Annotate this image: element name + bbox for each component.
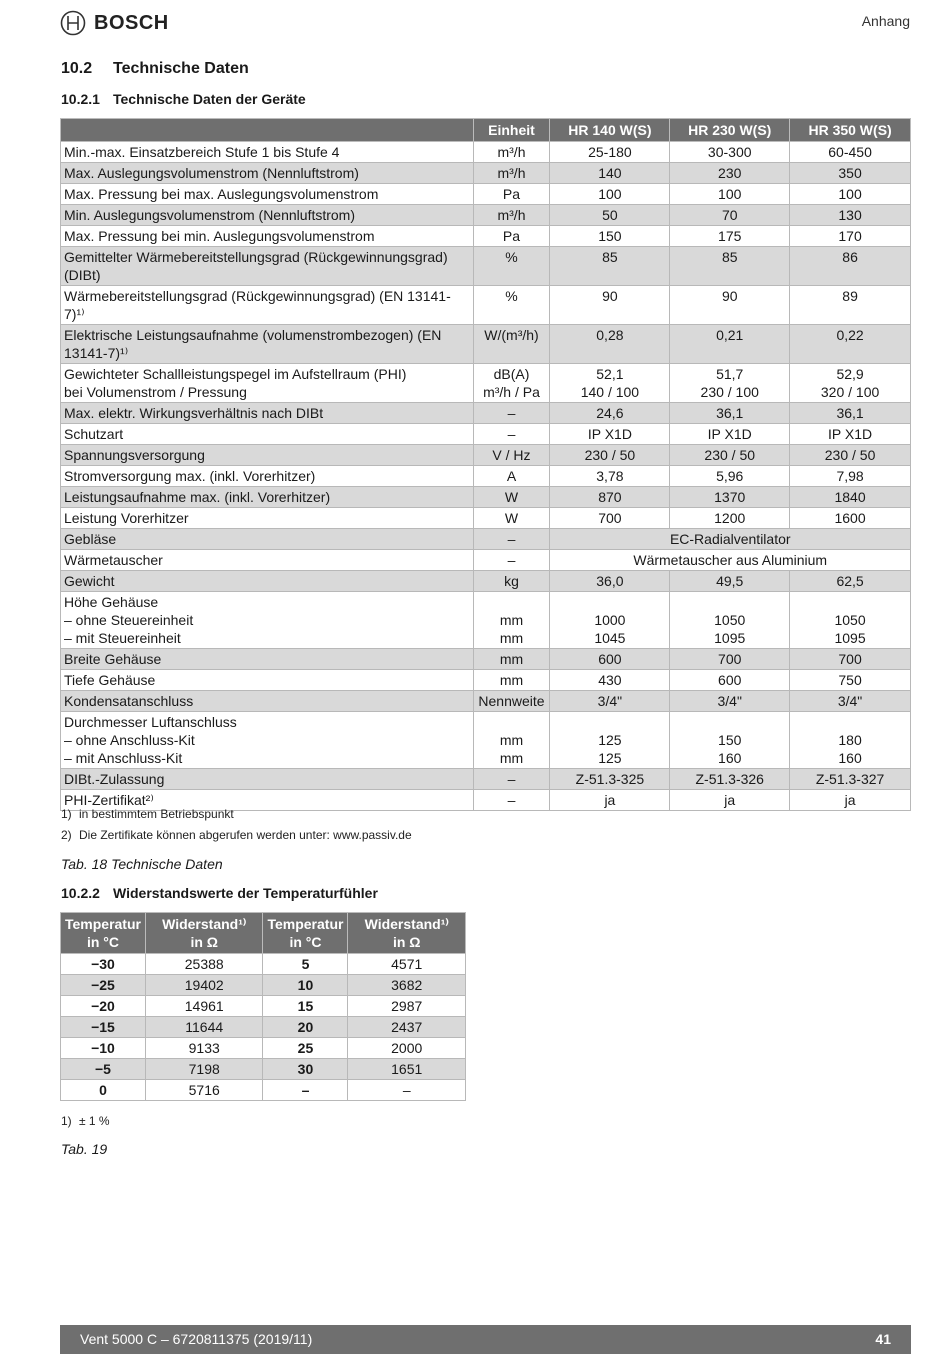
header-blank [61,119,474,142]
chapter-label: Anhang [861,13,910,29]
subsection-title: Technische Daten der Geräte [113,91,306,107]
column-header: HR 140 W(S) [550,119,670,142]
value-cell: 3/4" [550,691,670,712]
value-cell: 89 [790,286,911,325]
value-cell: Z-51.3-326 [670,769,790,790]
table-row [61,550,911,571]
row-label: Wärmetauscher [61,550,474,571]
table-row [61,445,911,466]
column-header: Temperatur in °C [263,913,348,954]
value-cell: 700 [790,649,911,670]
table-row [61,571,911,592]
resistance-cell: 4571 [348,954,466,975]
table-row [61,205,911,226]
value-cell: 1200 [670,508,790,529]
resistance-cell: 2000 [348,1038,466,1059]
row-label: Höhe Gehäuse – ohne Steuereinheit – mit Steuereinheit [61,592,474,649]
value-cell: 100 [790,184,911,205]
value-cell: 1370 [670,487,790,508]
table-row [61,1017,466,1038]
value-cell: 1000 1045 [550,592,670,649]
unit-cell: V / Hz [473,445,550,466]
value-cell: 3,78 [550,466,670,487]
value-cell: ja [550,790,670,811]
table-row [61,975,466,996]
table-row [61,286,911,325]
temperature-cell: 25 [263,1038,348,1059]
page-number: 41 [875,1331,891,1347]
temperature-cell: 0 [61,1080,146,1101]
value-cell: 1600 [790,508,911,529]
resistance-cell: 2437 [348,1017,466,1038]
row-label: Stromversorgung max. (inkl. Vorerhitzer) [61,466,474,487]
value-cell: 62,5 [790,571,911,592]
value-cell: 7,98 [790,466,911,487]
value-cell: 170 [790,226,911,247]
value-cell: IP X1D [550,424,670,445]
temperature-cell: −25 [61,975,146,996]
value-cell: 85 [670,247,790,286]
table-row [61,649,911,670]
temperature-cell: −10 [61,1038,146,1059]
value-cell: 5,96 [670,466,790,487]
value-cell: Z-51.3-325 [550,769,670,790]
value-cell: 52,1 140 / 100 [550,364,670,403]
table-19-caption: Tab. 19 [61,1141,108,1157]
value-cell: 700 [550,508,670,529]
row-label: Breite Gehäuse [61,649,474,670]
row-label: Max. elektr. Wirkungsverhältnis nach DIBt [61,403,474,424]
value-cell: 0,22 [790,325,911,364]
value-cell: 3/4" [790,691,911,712]
value-cell: 700 [670,649,790,670]
table-row [61,424,911,445]
unit-cell: – [473,403,550,424]
value-cell: 1050 1095 [790,592,911,649]
table-row [61,954,466,975]
subsection-heading-1 [61,91,306,107]
value-cell: IP X1D [670,424,790,445]
table-row [61,325,911,364]
unit-cell: mm [473,670,550,691]
page-footer [60,1325,911,1354]
row-label: Leistungsaufnahme max. (inkl. Vorerhitzer) [61,487,474,508]
value-cell: 750 [790,670,911,691]
value-cell: 150 [550,226,670,247]
table-row [61,592,911,649]
value-cell: 25-180 [550,142,670,163]
resistance-cell: 19402 [145,975,263,996]
table-row [61,163,911,184]
unit-cell: – [473,550,550,571]
row-label: Tiefe Gehäuse [61,670,474,691]
value-cell: Z-51.3-327 [790,769,911,790]
table-row [61,226,911,247]
value-cell: 36,1 [670,403,790,424]
value-cell: 350 [790,163,911,184]
resistance-cell: 14961 [145,996,263,1017]
unit-cell: W [473,508,550,529]
unit-cell: dB(A) m³/h / Pa [473,364,550,403]
unit-cell: m³/h [473,163,550,184]
section-title: Technische Daten [113,60,249,77]
value-cell: 230 / 50 [790,445,911,466]
unit-cell: Pa [473,226,550,247]
temperature-cell: 30 [263,1059,348,1080]
table-18-caption: Tab. 18 Technische Daten [61,856,223,872]
column-header: HR 230 W(S) [670,119,790,142]
row-label: Elektrische Leistungsaufnahme (volumenstrombezogen) (EN 13141-7)¹⁾ [61,325,474,364]
unit-cell: Nennweite [473,691,550,712]
table-row [61,996,466,1017]
table-18-footnote-1: 1) in bestimmtem Betriebspunkt [61,807,234,821]
table-row [61,529,911,550]
sensor-resistance-table [60,912,466,1101]
row-label: PHI-Zertifikat²⁾ [61,790,474,811]
section-number: 10.2 [61,60,93,77]
temperature-cell: 20 [263,1017,348,1038]
row-label: Wärmebereitstellungsgrad (Rückgewinnungsgrad) (EN 13141-7)¹⁾ [61,286,474,325]
table-row [61,403,911,424]
value-cell: 100 [550,184,670,205]
value-cell: IP X1D [790,424,911,445]
value-cell: 230 [670,163,790,184]
resistance-cell: 5716 [145,1080,263,1101]
unit-cell: m³/h [473,205,550,226]
bosch-armature-icon [60,10,86,36]
table-row [61,1080,466,1101]
row-label: Gebläse [61,529,474,550]
unit-cell: W [473,487,550,508]
column-header: Einheit [473,119,550,142]
value-cell: 180 160 [790,712,911,769]
value-cell: 230 / 50 [670,445,790,466]
value-cell: 90 [670,286,790,325]
value-cell: 430 [550,670,670,691]
row-label: Gewichteter Schallleistungspegel im Aufstellraum (PHI) bei Volumenstrom / Pressung [61,364,474,403]
row-label: Spannungsversorgung [61,445,474,466]
value-cell: 49,5 [670,571,790,592]
table-row [61,769,911,790]
value-cell: 1050 1095 [670,592,790,649]
row-label: Gemittelter Wärmebereitstellungsgrad (Rückgewinnungsgrad) (DIBt) [61,247,474,286]
resistance-cell: 1651 [348,1059,466,1080]
value-cell: EC-Radialventilator [550,529,911,550]
value-cell: 3/4" [670,691,790,712]
document-reference: Vent 5000 C – 6720811375 (2019/11) [80,1331,313,1347]
resistance-cell: 11644 [145,1017,263,1038]
value-cell: Wärmetauscher aus Aluminium [550,550,911,571]
unit-cell: – [473,790,550,811]
table-row [61,691,911,712]
table-row [61,466,911,487]
value-cell: 52,9 320 / 100 [790,364,911,403]
value-cell: 870 [550,487,670,508]
temperature-cell: −5 [61,1059,146,1080]
unit-cell: Pa [473,184,550,205]
value-cell: 60-450 [790,142,911,163]
value-cell: 130 [790,205,911,226]
resistance-cell: 3682 [348,975,466,996]
row-label: Gewicht [61,571,474,592]
row-label: Leistung Vorerhitzer [61,508,474,529]
value-cell: 36,1 [790,403,911,424]
row-label: Max. Pressung bei max. Auslegungsvolumenstrom [61,184,474,205]
unit-cell: A [473,466,550,487]
temperature-cell: – [263,1080,348,1101]
unit-cell: – [473,769,550,790]
table-row [61,142,911,163]
row-label: Min. Auslegungsvolumenstrom (Nennluftstrom) [61,205,474,226]
table-row [61,1038,466,1059]
value-cell: 1840 [790,487,911,508]
table-row [61,508,911,529]
unit-cell: kg [473,571,550,592]
value-cell: 50 [550,205,670,226]
value-cell: 230 / 50 [550,445,670,466]
section-heading [61,60,249,78]
row-label: Min.-max. Einsatzbereich Stufe 1 bis Stufe 4 [61,142,474,163]
value-cell: 140 [550,163,670,184]
column-header: Widerstand¹⁾ in Ω [348,913,466,954]
unit-cell: % [473,247,550,286]
bosch-logo [60,10,169,36]
value-cell: 600 [670,670,790,691]
unit-cell: mm [473,649,550,670]
unit-cell: mm mm [473,592,550,649]
value-cell: 51,7 230 / 100 [670,364,790,403]
resistance-cell: – [348,1080,466,1101]
value-cell: 86 [790,247,911,286]
table-row [61,670,911,691]
resistance-cell: 9133 [145,1038,263,1059]
unit-cell: W/(m³/h) [473,325,550,364]
subsection-number: 10.2.2 [61,885,100,901]
value-cell: ja [670,790,790,811]
value-cell: 0,21 [670,325,790,364]
table-18-footnote-2: 2) Die Zertifikate können abgerufen werden unter: www.passiv.de [61,828,412,842]
value-cell: 36,0 [550,571,670,592]
row-label: Max. Pressung bei min. Auslegungsvolumenstrom [61,226,474,247]
table-row [61,1059,466,1080]
table-row [61,247,911,286]
column-header: Widerstand¹⁾ in Ω [145,913,263,954]
unit-cell: – [473,529,550,550]
resistance-cell: 2987 [348,996,466,1017]
subsection-number: 10.2.1 [61,91,100,107]
subsection-heading-2 [61,885,378,901]
value-cell: 0,28 [550,325,670,364]
unit-cell: mm mm [473,712,550,769]
temperature-cell: −15 [61,1017,146,1038]
column-header: HR 350 W(S) [790,119,911,142]
resistance-cell: 25388 [145,954,263,975]
unit-cell: – [473,424,550,445]
row-label: DIBt.-Zulassung [61,769,474,790]
value-cell: ja [790,790,911,811]
value-cell: 85 [550,247,670,286]
temperature-cell: 15 [263,996,348,1017]
temperature-cell: −20 [61,996,146,1017]
table-row [61,712,911,769]
subsection-title: Widerstandswerte der Temperaturfühler [113,885,378,901]
value-cell: 90 [550,286,670,325]
temperature-cell: 10 [263,975,348,996]
resistance-cell: 7198 [145,1059,263,1080]
brand-name: BOSCH [94,11,169,34]
row-label: Max. Auslegungsvolumenstrom (Nennluftstrom) [61,163,474,184]
value-cell: 24,6 [550,403,670,424]
value-cell: 125 125 [550,712,670,769]
table-row [61,487,911,508]
value-cell: 100 [670,184,790,205]
column-header: Temperatur in °C [61,913,146,954]
temperature-cell: 5 [263,954,348,975]
technical-data-table [60,118,911,811]
table-19-footnote: 1) ± 1 % [61,1114,110,1128]
table-row [61,184,911,205]
value-cell: 150 160 [670,712,790,769]
value-cell: 175 [670,226,790,247]
value-cell: 30-300 [670,142,790,163]
unit-cell: % [473,286,550,325]
table-row [61,364,911,403]
value-cell: 70 [670,205,790,226]
row-label: Kondensatanschluss [61,691,474,712]
unit-cell: m³/h [473,142,550,163]
row-label: Schutzart [61,424,474,445]
temperature-cell: −30 [61,954,146,975]
row-label: Durchmesser Luftanschluss – ohne Anschluss-Kit – mit Anschluss-Kit [61,712,474,769]
value-cell: 600 [550,649,670,670]
